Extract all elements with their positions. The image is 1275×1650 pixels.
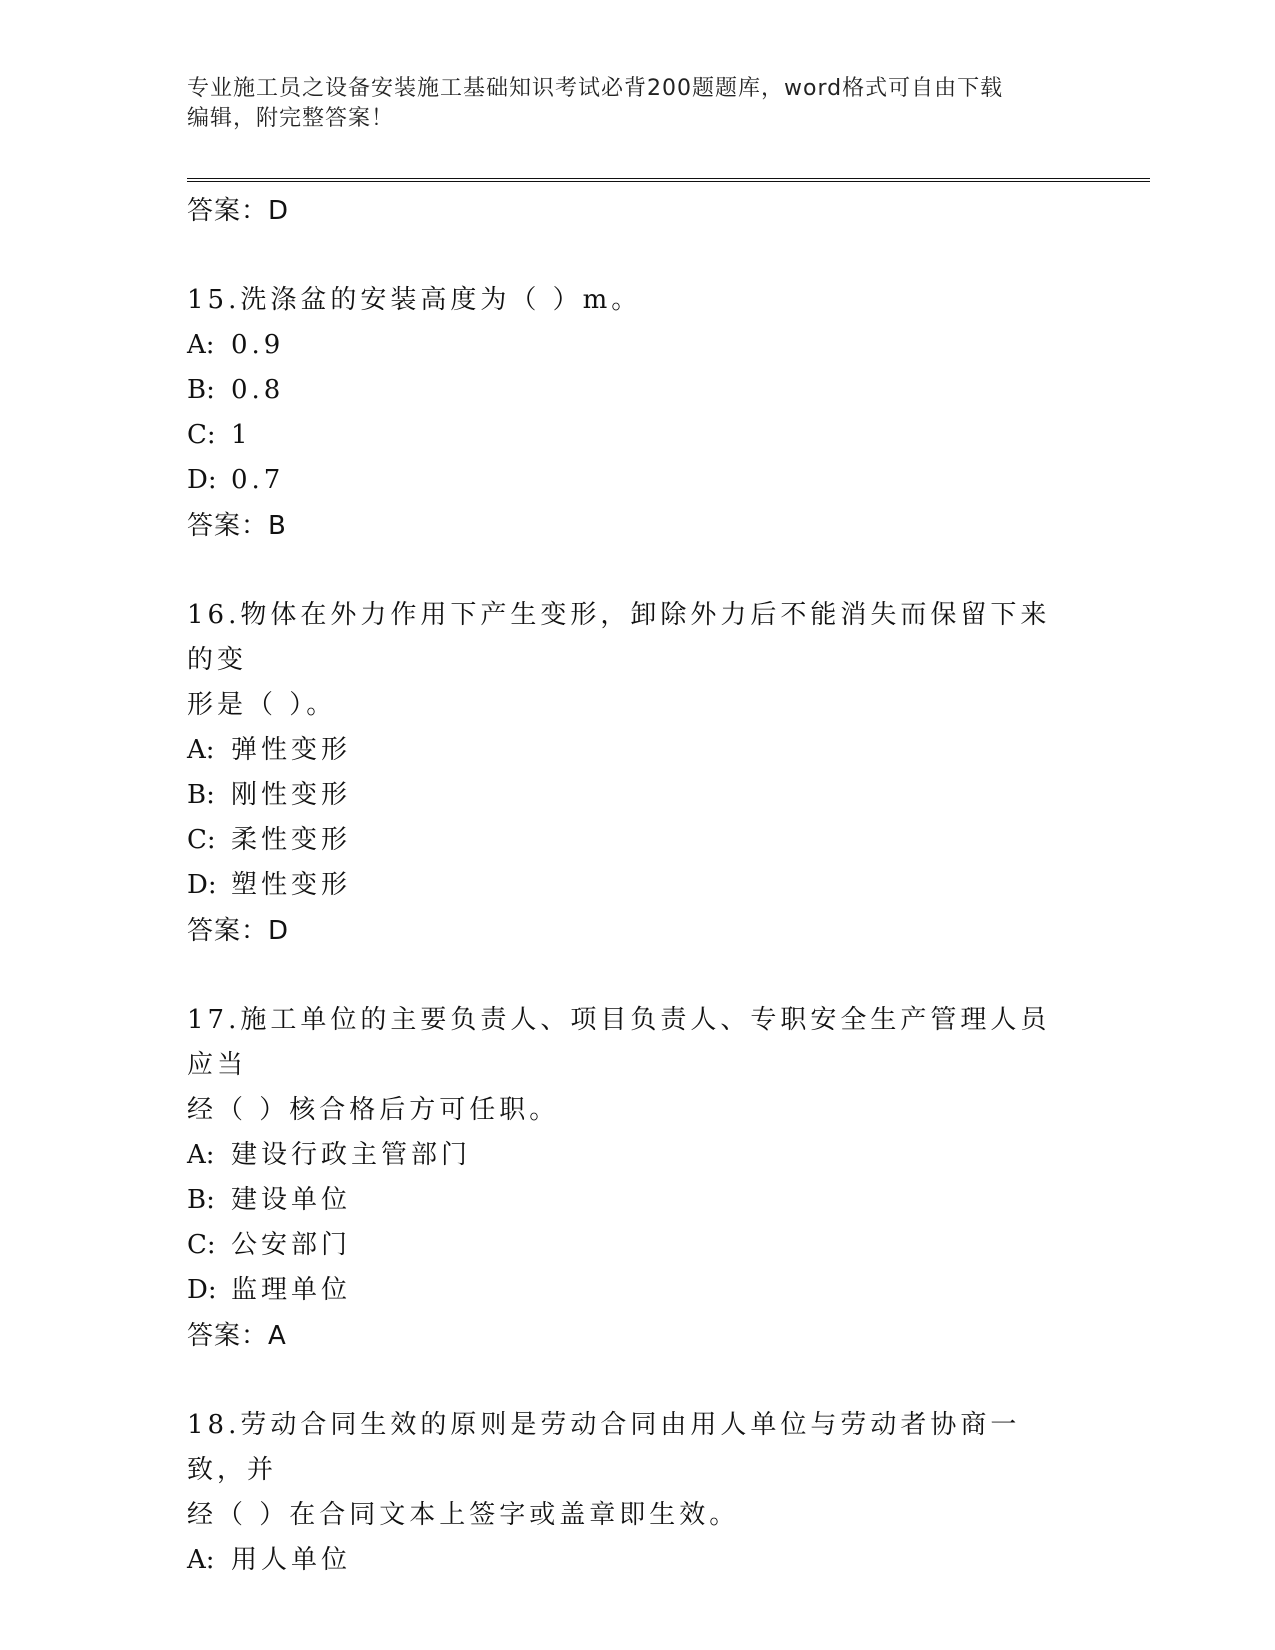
question-17-answer: 答案：A [187,1321,287,1351]
question-list [187,188,1077,1583]
option-label: B: [187,375,215,405]
option-label: C: [187,1230,216,1260]
option-text: 建设行政主管部门 [231,1140,472,1170]
question-15-option-d [187,458,1077,503]
option-text: 用人单位 [231,1545,352,1575]
question-18-text-line-2: 经（ ）在合同文本上签字或盖章即生效。 [187,1500,740,1530]
question-15-option-c [187,413,1077,458]
option-label: D: [187,465,217,495]
header-divider [187,178,1150,182]
option-label: C: [187,420,216,450]
question-15 [187,278,1077,549]
spacer [187,549,1077,593]
spacer [187,954,1077,998]
option-text: 塑性变形 [231,870,352,900]
page-header [187,74,1067,134]
option-label: D: [187,870,217,900]
question-15-answer: 答案：B [187,511,287,541]
spacer [187,1359,1077,1403]
option-text: 柔性变形 [231,825,352,855]
question-16-option-d [187,863,1077,908]
option-label: B: [187,1185,215,1215]
header-title-line-2: 编辑，附完整答案！ [187,106,395,131]
question-17-option-c [187,1223,1077,1268]
question-16-option-b [187,773,1077,818]
option-text: 0.9 [231,330,285,360]
option-label: A: [187,330,215,360]
option-text: 建设单位 [231,1185,352,1215]
question-17-text-line-2: 经（ ）核合格后方可任职。 [187,1095,560,1125]
question-18-option-a [187,1538,1077,1583]
option-label: A: [187,735,215,765]
question-15-option-a [187,323,1077,368]
option-label: B: [187,780,215,810]
question-16-option-c [187,818,1077,863]
question-15-option-b [187,368,1077,413]
option-text: 弹性变形 [231,735,352,765]
option-text: 刚性变形 [231,780,352,810]
question-17-option-a [187,1133,1077,1178]
question-18 [187,1403,1077,1583]
question-16-text-line-1: 16.物体在外力作用下产生变形，卸除外力后不能消失而保留下来的变 [187,600,1051,675]
question-15-text: 15.洗涤盆的安装高度为（ ）m。 [187,285,642,315]
question-18-text-line-1: 18.劳动合同生效的原则是劳动合同由用人单位与劳动者协商一致，并 [187,1410,1021,1485]
question-17 [187,998,1077,1359]
spacer [187,234,1077,278]
question-16-answer: 答案：D [187,916,290,946]
option-label: A: [187,1545,215,1575]
question-17-option-b [187,1178,1077,1223]
option-text: 公安部门 [231,1230,352,1260]
question-17-option-d [187,1268,1077,1313]
option-text: 0.8 [231,375,285,405]
option-text: 0.7 [231,465,285,495]
option-label: C: [187,825,216,855]
header-title-line-1: 专业施工员之设备安装施工基础知识考试必背200题题库，word格式可自由下载 [187,76,1004,101]
option-text: 1 [231,420,252,450]
question-16-option-a [187,728,1077,773]
option-label: A: [187,1140,215,1170]
question-17-text-line-1: 17.施工单位的主要负责人、项目负责人、专职安全生产管理人员应当 [187,1005,1051,1080]
option-label: D: [187,1275,217,1305]
question-16-text-line-2: 形是（ ）。 [187,690,337,720]
option-text: 监理单位 [231,1275,352,1305]
previous-answer: 答案：D [187,196,290,226]
question-16 [187,593,1077,954]
